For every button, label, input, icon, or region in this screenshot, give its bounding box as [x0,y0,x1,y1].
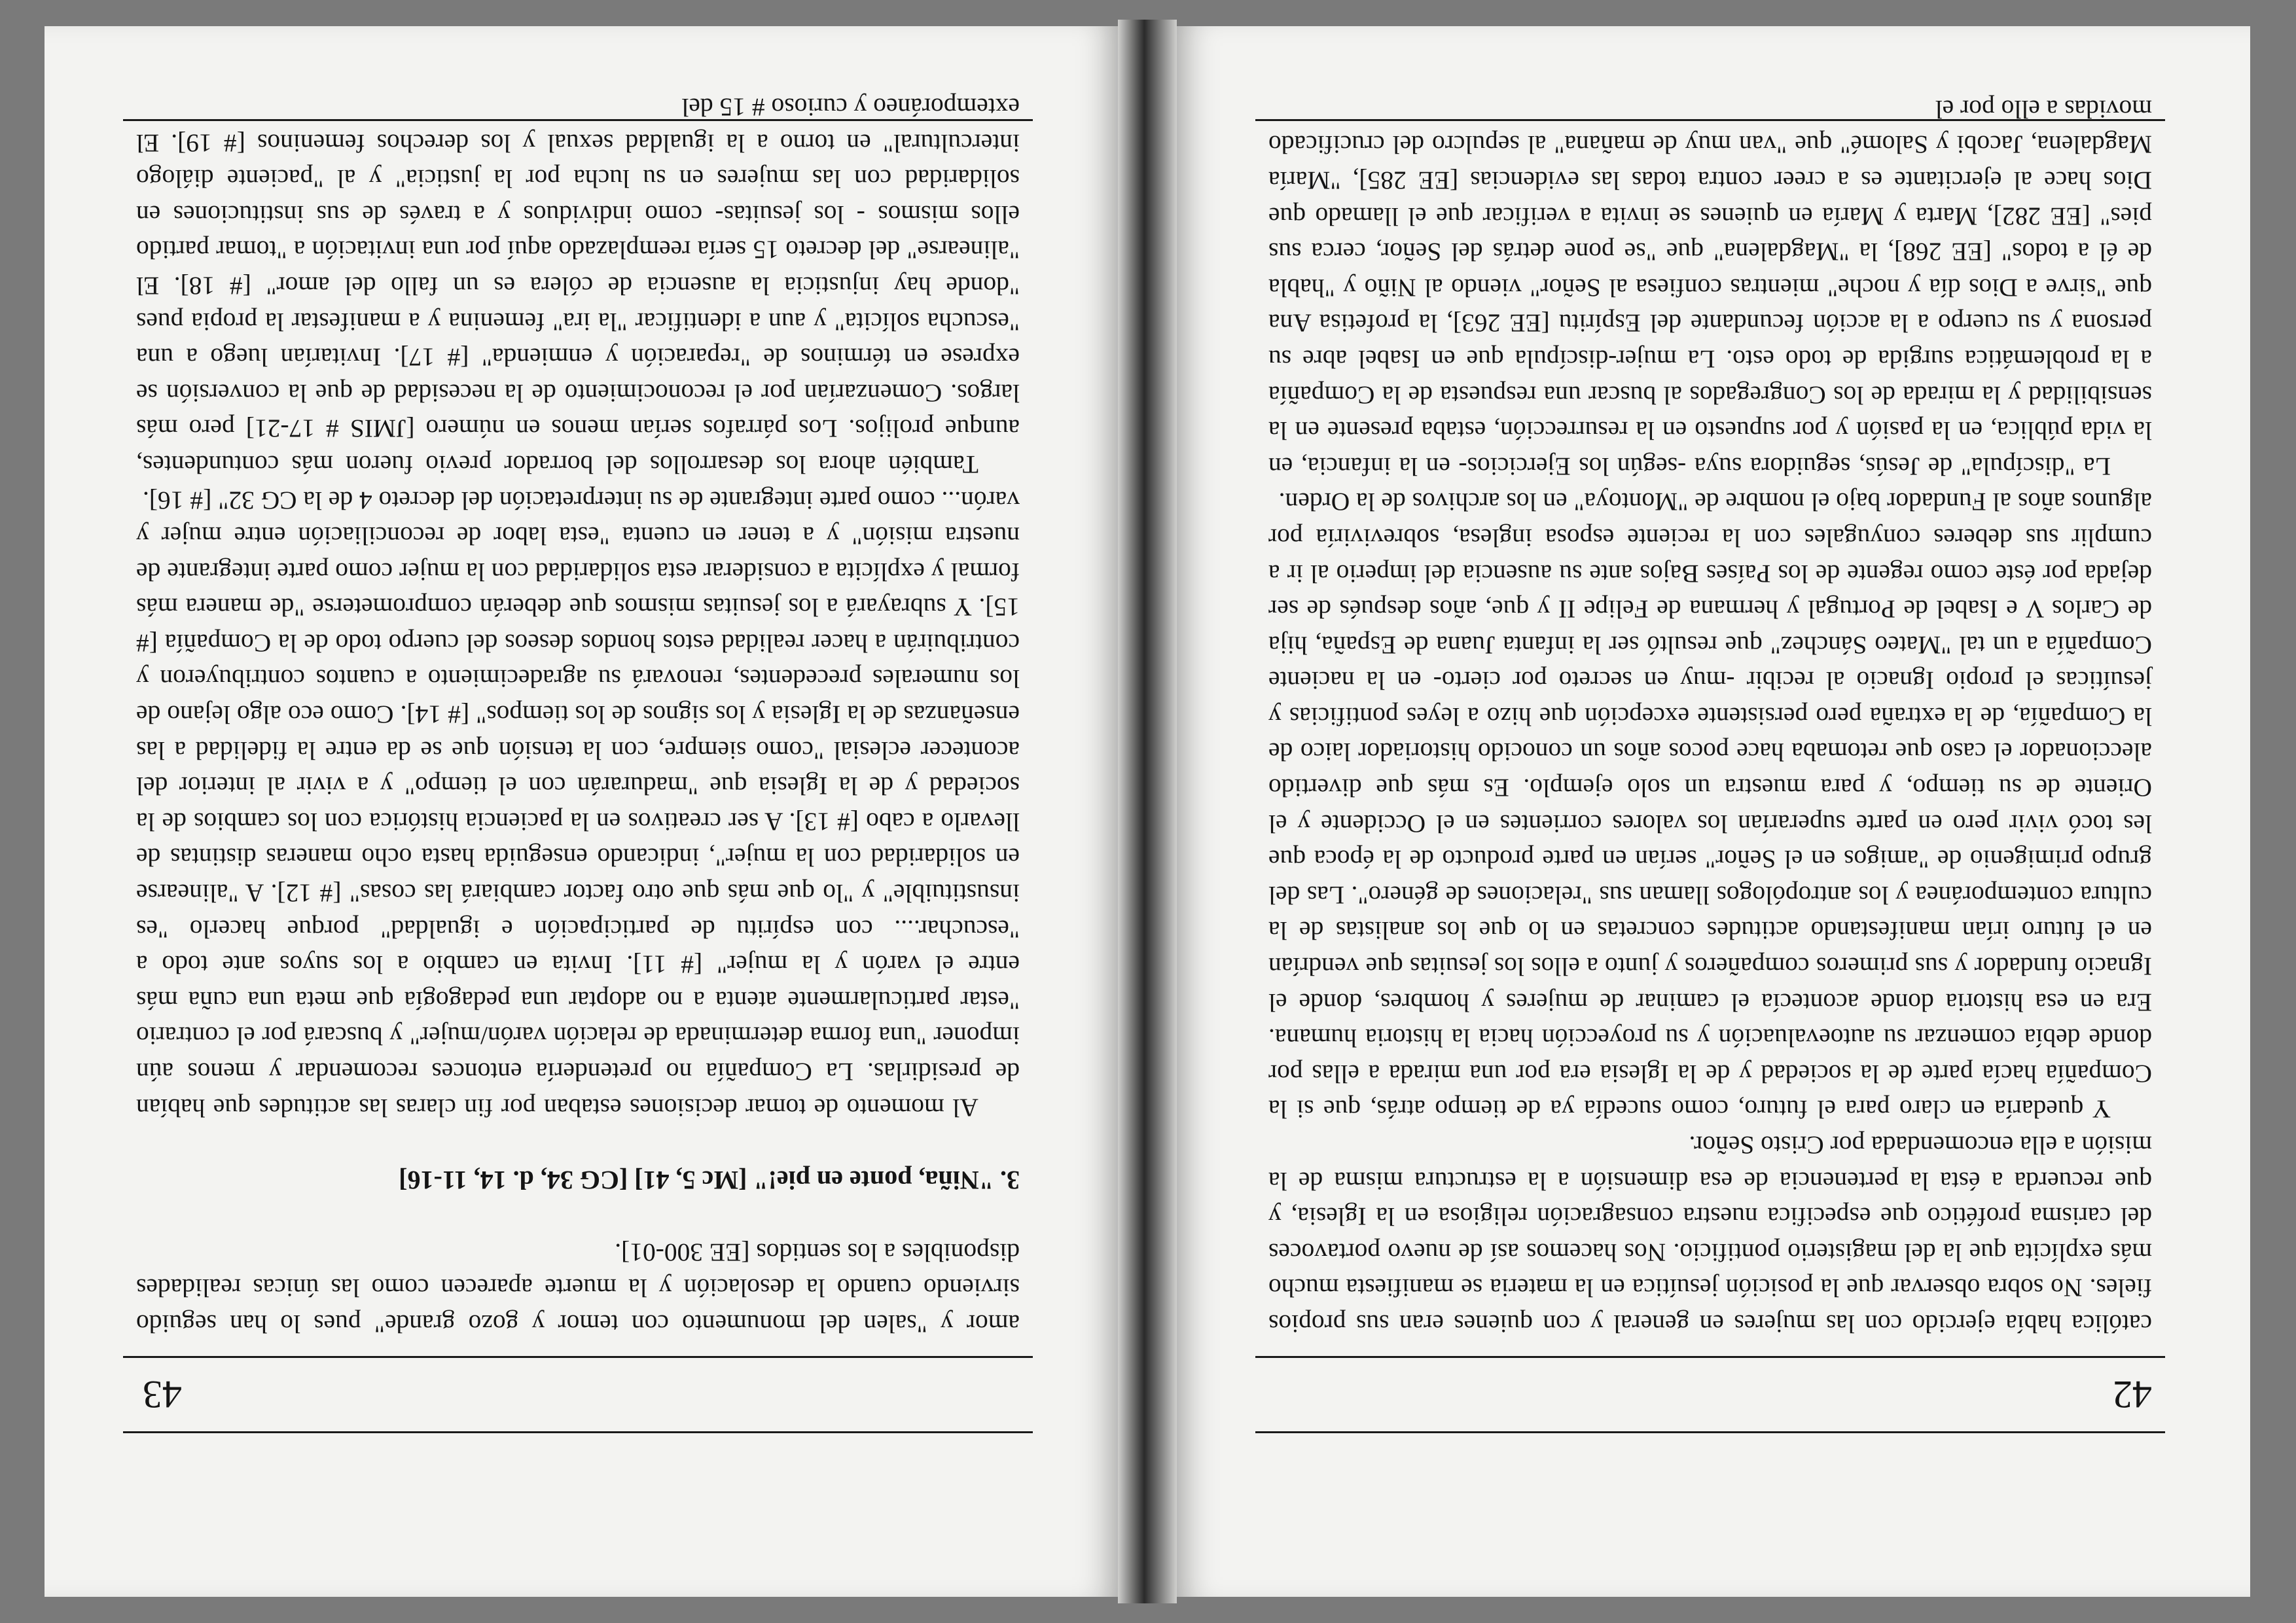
header-rule [1255,1431,2165,1433]
footer-rule [1255,119,2165,121]
page-43 [45,26,1118,1597]
page-42 [1177,26,2250,1597]
paragraph: Y quedaría en claro para el futuro, como sucedía ya de tiempo atrás, que si la Compañía hacía parte de la sociedad y de la Iglesia era por una mirada a ellas por donde debía comenzar su autoevaluación y su proyección hacia la historia humana. Era en esa historia donde acontecía el caminar de mujeres y hombres, donde el Ignacio fundador y sus primeros compañeros y junto a ellos los jesuitas que vendrían en el futuro irían manifestando actitudes concretas en lo que los analistas de la cultura contemporánea y los antropólogos llaman sus "relaciones de género". Las del grupo primigenio de "amigos en el Señor" serían en parte producto de la época que les tocó vivir pero en parte superarían los valores corrientes en el Occidente y el Oriente de su tiempo, y para muestra un solo ejemplo. Es más que divertido aleccionador el caso que retomaba hace pocos años un conocido historiador laico de la Compañía, de la extraña pero persistente excepción que hizo a leyes pontificias y jesuíticas el propio Ignacio al recibir -muy en secreto por cierto- en la naciente Compañía a un tal "Mateo Sánchez" que resultó ser la infanta Juana de España, hija de Carlos V e Isabel de Portugal y hermana de Felipe II y que, años después de ser dejada por éste como regente de los Países Bajos ante su ausencia del imperio al ir a cumplir sus deberes conyugales con la reciente esposa inglesa, sobreviviría por algunos años al Fundador bajo el nombre de "Montoya" en los archivos de la Orden. [1268,488,2152,1124]
paragraph: católica había ejercido con las mujeres en general y con quienes eran sus propios fieles. No sobra observar que la posición jesuítica en la materia se manifiesta mucho más explícita que la del magisterio pontificio. Nos hacemos así de nuevo portavoces del carisma profético que especifica nuestra consagración religiosa en la Iglesia, y que recuerda a ésta la pertenencia de esa dimensión a la estructura misma de la misión a ella encomendada por Cristo Señor. [1268,1131,2152,1338]
section-heading: 3. "Niña, ponte en pie!" [Mc 5, 41] [CG 34, d. 14, 11-16] [399,1166,1020,1196]
page-number: 42 [2113,1373,2152,1416]
paragraph: amor y "salen del monumento con temor y gozo grande" pues lo han seguido sirviendo cuando la desolación y la muerte aparecen como las únicas realidades disponibles a los sentidos [EE 300-01]. [136,1238,1020,1338]
header-rule [1255,1356,2165,1358]
book-gutter [1118,20,1177,1603]
footer-rule [123,119,1033,121]
paragraph: La "discípula" de Jesús, seguidora suya -según los Ejercicios- en la infancia, en la vida pública, en la pasión y por supuesto en la resurrección, estaba presente en la sensibilidad y la mirada de los Congregados al buscar una respuesta de la Compañía a la problemática surgida de todo esto. La mujer-discípula que en Isabel abre su persona y su cuerpo a la acción fecundante del Espíritu [EE 263], la profetisa Ana que "sirve a Dios día y noche" mientras confiesa al Señor" viendo al Niño y "habla de él a todos" [EE 268], la "Magdalena" que "se pone detrás del Señor, cerca sus pies" [EE 282], Marta y María en quienes se invita a verificar que el llamado que Dios hace al ejercitante es a creer contra todas las evidencias [EE 285], "María Magdalena, Jacobi y Salomé" que "van muy de mañana" al sepulcro del crucificado movidas a ello por el [1268,94,2152,481]
page-body [1268,91,2152,1342]
page-body [136,89,1020,1342]
header-rule [123,1356,1033,1358]
page-number: 43 [143,1373,182,1416]
paragraph: También ahora los desarrollos del borrador previo fueron más contundentes, aunque prolijos. Los párrafos serían menos en número [JMIS # 17-21] pero más largos. Comenzarían por el reconocimiento de la necesidad de que la conversión se exprese en términos de "reparación y enmienda" [# 17]. Invitarían luego a una "escucha solícita" y aun a identificar "la ira" femenina y a manifestar la propia pues "donde hay injusticia la ausencia de cólera es un fallo del amor" [# 18]. El "alinearse" del decreto 15 sería reemplazado aquí por una invitación a "tomar partido ellos mismos - los jesuitas- como individuos y a través de sus instituciones en solidaridad con las mujeres en su lucha por la justicia" y al "paciente diálogo intercultural" en torno a la igualdad sexual y los derechos femeninos [# 19]. El extemporáneo y curioso # 15 del [136,93,1020,479]
header-rule [123,1431,1033,1433]
paragraph: Al momento de tomar decisiones estaban por fin claras las actitudes que habían de presidirlas. La Compañía no pretendería entonces recomendar y menos aún imponer "una forma determinada de relación varón/mujer" y buscará por el contrario "estar particularmente atenta a no adoptar una pedagogía que meta una cuña más entre el varón y la mujer" [# 11]. Invita en cambio a los suyos ante todo a "escuchar.... con espíritu de participación e igualdad" porque hacerlo "es insustituible" y "lo que más que otro factor cambiará las cosas" [# 12]. A "alinearse en solidaridad con la mujer", indicando enseguida hasta ocho maneras distintas de llevarlo a cabo [# 13]. A ser creativos en la paciencia histórica con los cambios de la sociedad y de la Iglesia que "madurarán con el tiempo" y a vivir al interior del acontecer eclesial "como siempre, con la tensión que se da entre la fidelidad a las enseñanzas de la Iglesia y los signos de los tiempos" [# 14]. Como eco algo lejano de los numerales precedentes, renovará su agradecimiento a cuantos contribuyeron y contribuirán a hacer realidad estos hondos deseos del cuerpo todo de la Compañía [# 15]. Y subrayará a los jesuitas mismos que deberán comprometerse "de manera más formal y explícita a considerar esta solidaridad con la mujer como parte integrante de nuestra misión" y a tener en cuenta "esta labor de reconciliación entre mujer y varón... como parte integrante de su interpretación del decreto 4 de la CG 32" [# 16]. [136,486,1020,1122]
